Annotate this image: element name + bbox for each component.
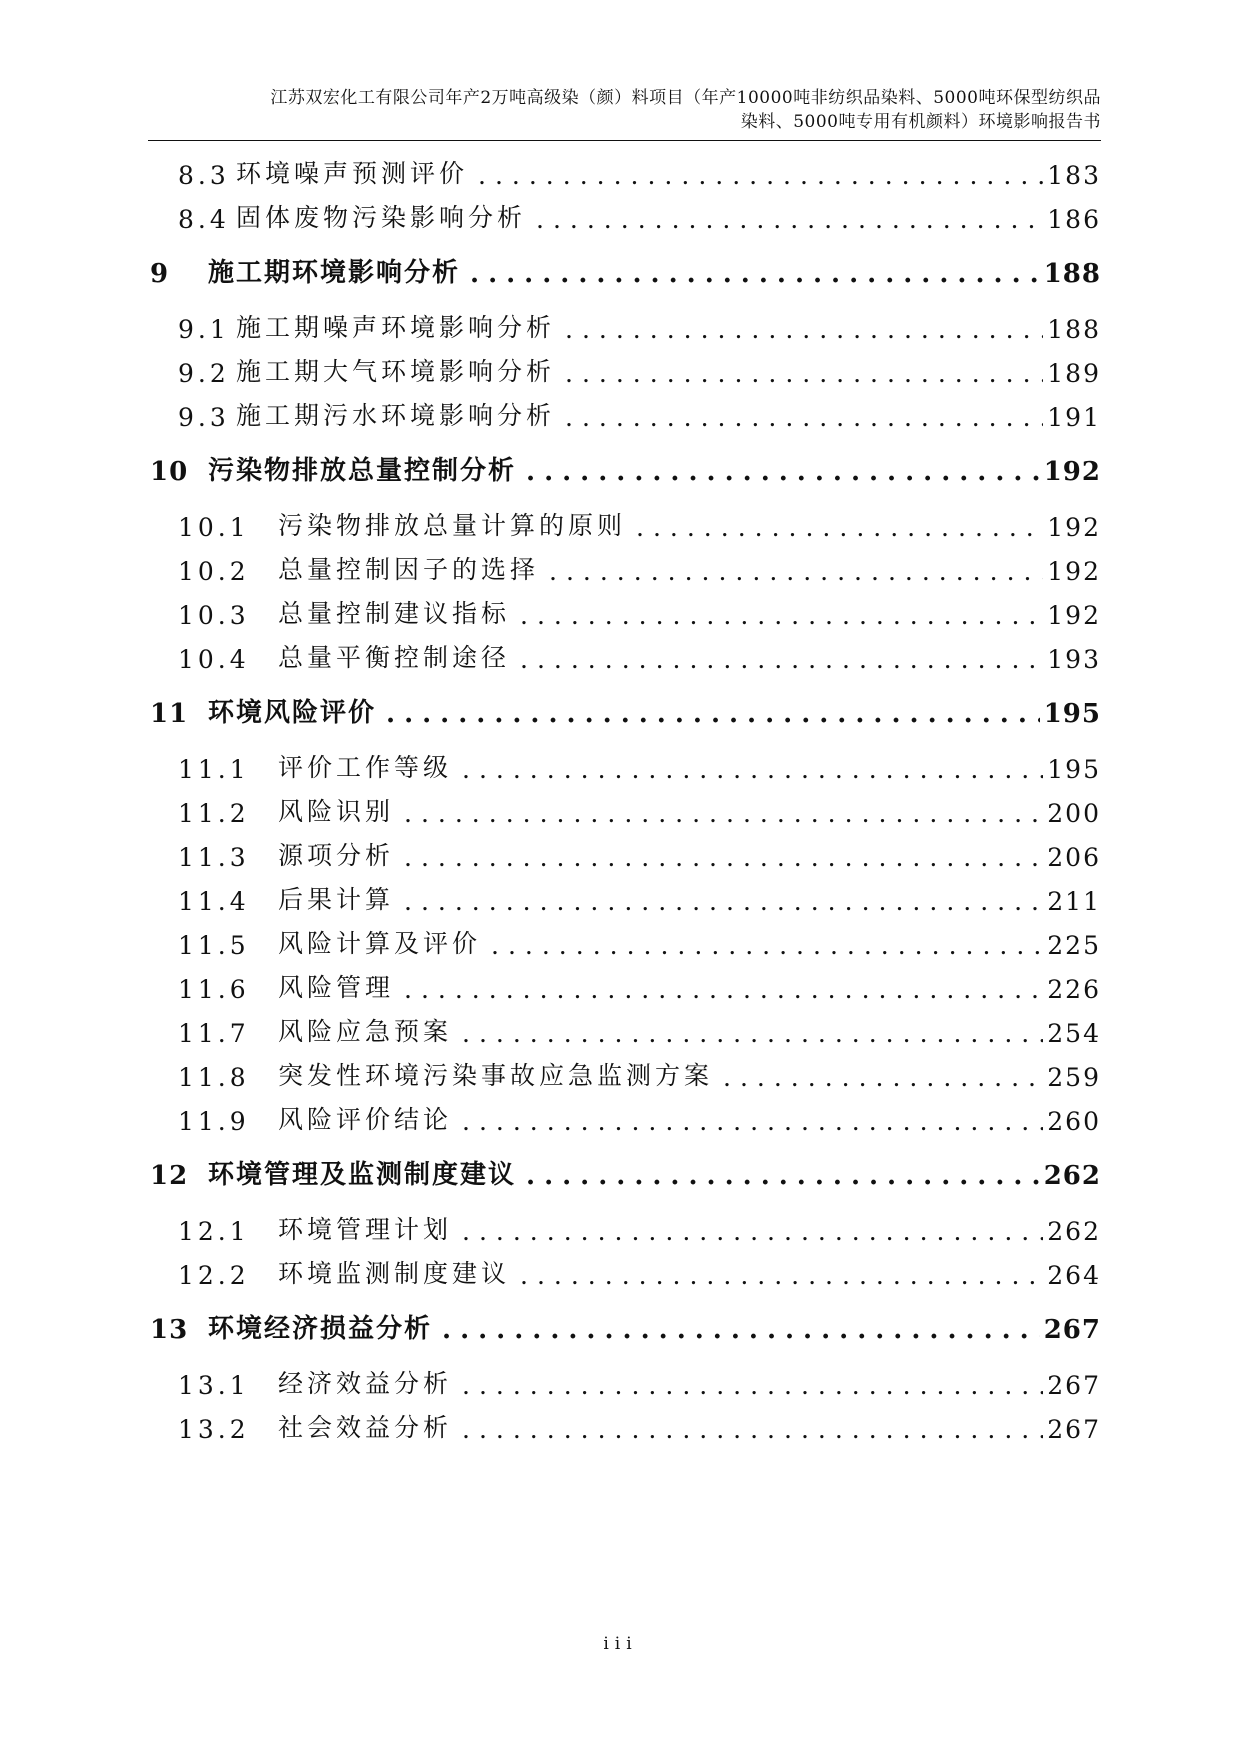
toc-entry-number: 11.9 [178,1107,250,1136]
toc-chapter-number: 12 [150,1161,189,1191]
dot-leader [404,799,1043,828]
toc-entry-title: 固体废物污染影响分析 [236,203,527,232]
dot-leader [442,1315,1040,1345]
toc-entry[interactable] [178,546,1101,586]
header-line-1: 江苏双宏化工有限公司年产2万吨高级染（颜）料项目（年产10000吨非纺织品染料、5000吨环保型纺织品 [270,88,1101,108]
toc-entry-title: 施工期污水环境影响分析 [236,401,556,430]
toc-entry-number: 11.2 [178,799,250,828]
toc-entry[interactable] [178,876,1101,916]
toc-entry-page: 193 [1047,645,1101,674]
toc-entry[interactable] [178,1096,1101,1136]
toc-chapter-title: 施工期环境影响分析 [208,258,461,288]
toc-entry-number: 11.1 [178,755,250,784]
toc-entry-number: 8.4 [178,205,230,234]
toc-entry[interactable] [178,590,1101,630]
toc-entry-number: 11.6 [178,975,250,1004]
toc-entry[interactable] [178,1360,1101,1400]
toc-chapter-page: 192 [1043,457,1101,487]
dot-leader [565,359,1043,388]
toc-entry[interactable] [178,920,1101,960]
toc-entry-page: 188 [1047,315,1101,344]
toc-chapter-title: 环境经济损益分析 [208,1314,433,1344]
toc-chapter[interactable] [150,1151,1101,1191]
toc-entry-number: 11.5 [178,931,250,960]
toc-chapter-number: 13 [150,1315,189,1345]
toc-chapter-page: 195 [1043,699,1101,729]
dot-leader [478,161,1043,190]
dot-leader [723,1063,1043,1092]
toc-entry-page: 267 [1047,1415,1101,1444]
toc-entry[interactable] [178,1008,1101,1048]
toc-entry-number: 11.8 [178,1063,250,1092]
toc-chapter-title: 污染物排放总量控制分析 [208,456,517,486]
toc-entry-page: 183 [1047,161,1101,190]
dot-leader [526,457,1040,487]
toc-entry-number: 9.3 [178,403,230,432]
toc-entry[interactable] [178,832,1101,872]
dot-leader [462,1019,1043,1048]
toc-entry-title: 污染物排放总量计算的原则 [278,511,627,540]
toc-entry-number: 10.3 [178,601,250,630]
dot-leader [549,557,1043,586]
toc-entry-title: 风险评价结论 [278,1105,453,1134]
toc-entry-page: 191 [1047,403,1101,432]
toc-chapter-number: 9 [150,259,170,289]
toc-entry-number: 10.2 [178,557,250,586]
dot-leader [462,1415,1043,1444]
toc-entry-page: 264 [1047,1261,1101,1290]
toc-entry-page: 225 [1047,931,1101,960]
header-divider [148,140,1101,141]
dot-leader [520,601,1043,630]
toc-entry[interactable] [178,634,1101,674]
toc-entry-page: 262 [1047,1217,1101,1246]
toc-chapter-title: 环境管理及监测制度建议 [208,1160,517,1190]
dot-leader [404,887,1043,916]
toc-entry[interactable] [178,502,1101,542]
toc-chapter[interactable] [150,689,1101,729]
dot-leader [462,1217,1043,1246]
page-number: iii [603,1634,638,1654]
toc-entry[interactable] [178,392,1101,432]
toc-entry[interactable] [178,1052,1101,1092]
toc-chapter-page: 267 [1043,1315,1101,1345]
toc-entry-title: 突发性环境污染事故应急监测方案 [278,1061,714,1090]
toc-entry-number: 13.2 [178,1415,250,1444]
toc-entry-number: 8.3 [178,161,230,190]
dot-leader [526,1161,1040,1191]
toc-entry-page: 192 [1047,557,1101,586]
toc-entry-title: 施工期大气环境影响分析 [236,357,556,386]
dot-leader [404,975,1043,1004]
running-header [150,86,1101,134]
toc-chapter-title: 环境风险评价 [208,698,377,728]
toc-entry-title: 环境监测制度建议 [278,1259,511,1288]
toc-chapter-page: 262 [1043,1161,1101,1191]
toc-entry-number: 11.7 [178,1019,250,1048]
toc-entry-title: 风险应急预案 [278,1017,453,1046]
toc-entry[interactable] [178,194,1101,234]
toc-chapter-page: 188 [1043,259,1101,289]
dot-leader [520,645,1043,674]
dot-leader [520,1261,1043,1290]
toc-chapter[interactable] [150,249,1101,289]
dot-leader [462,1371,1043,1400]
toc-entry-page: 260 [1047,1107,1101,1136]
dot-leader [565,315,1043,344]
toc-entry-number: 9.1 [178,315,230,344]
toc-entry-title: 评价工作等级 [278,753,453,782]
dot-leader [565,403,1043,432]
toc-entry[interactable] [178,964,1101,1004]
toc-entry-number: 10.1 [178,513,250,542]
toc-chapter-number: 10 [150,457,189,487]
dot-leader [491,931,1043,960]
toc-entry-page: 259 [1047,1063,1101,1092]
toc-entry-page: 195 [1047,755,1101,784]
dot-leader [462,1107,1043,1136]
toc-entry-page: 211 [1047,887,1101,916]
toc-chapter[interactable] [150,447,1101,487]
toc-entry-page: 254 [1047,1019,1101,1048]
dot-leader [386,699,1040,729]
toc-entry[interactable] [178,304,1101,344]
toc-entry-title: 经济效益分析 [278,1369,453,1398]
toc-entry-page: 267 [1047,1371,1101,1400]
dot-leader [636,513,1043,542]
toc-chapter-number: 11 [150,699,189,729]
toc-entry-number: 13.1 [178,1371,250,1400]
toc-entry-title: 总量控制建议指标 [278,599,511,628]
header-line-2: 染料、5000吨专用有机颜料）环境影响报告书 [740,112,1101,132]
dot-leader [470,259,1040,289]
toc-entry-title: 风险识别 [278,797,395,826]
toc-entry-number: 10.4 [178,645,250,674]
toc-entry-page: 189 [1047,359,1101,388]
toc-entry[interactable] [178,1206,1101,1246]
toc-entry-title: 总量平衡控制途径 [278,643,511,672]
toc-entry-number: 11.4 [178,887,250,916]
toc-entry-page: 200 [1047,799,1101,828]
toc-entry-title: 社会效益分析 [278,1413,453,1442]
dot-leader [536,205,1043,234]
toc-entry-title: 风险管理 [278,973,395,1002]
toc-entry-page: 206 [1047,843,1101,872]
toc-entry-title: 总量控制因子的选择 [278,555,540,584]
toc-entry[interactable] [178,1404,1101,1444]
toc-entry-title: 环境噪声预测评价 [236,159,469,188]
toc-entry-number: 12.2 [178,1261,250,1290]
toc-entry[interactable] [178,150,1101,190]
toc-entry-page: 192 [1047,601,1101,630]
toc-entry-title: 施工期噪声环境影响分析 [236,313,556,342]
toc-chapter[interactable] [150,1305,1101,1345]
toc-entry-number: 9.2 [178,359,230,388]
toc-entry-page: 226 [1047,975,1101,1004]
toc-entry-number: 12.1 [178,1217,250,1246]
dot-leader [462,755,1043,784]
toc-entry-page: 192 [1047,513,1101,542]
toc-entry-title: 环境管理计划 [278,1215,453,1244]
toc-entry[interactable] [178,348,1101,388]
toc-entry-title: 风险计算及评价 [278,929,482,958]
toc-entry[interactable] [178,788,1101,828]
toc-entry-page: 186 [1047,205,1101,234]
toc-entry[interactable] [178,1250,1101,1290]
toc-entry-number: 11.3 [178,843,250,872]
toc-entry-title: 源项分析 [278,841,395,870]
dot-leader [404,843,1043,872]
toc-entry-title: 后果计算 [278,885,395,914]
toc-entry[interactable] [178,744,1101,784]
